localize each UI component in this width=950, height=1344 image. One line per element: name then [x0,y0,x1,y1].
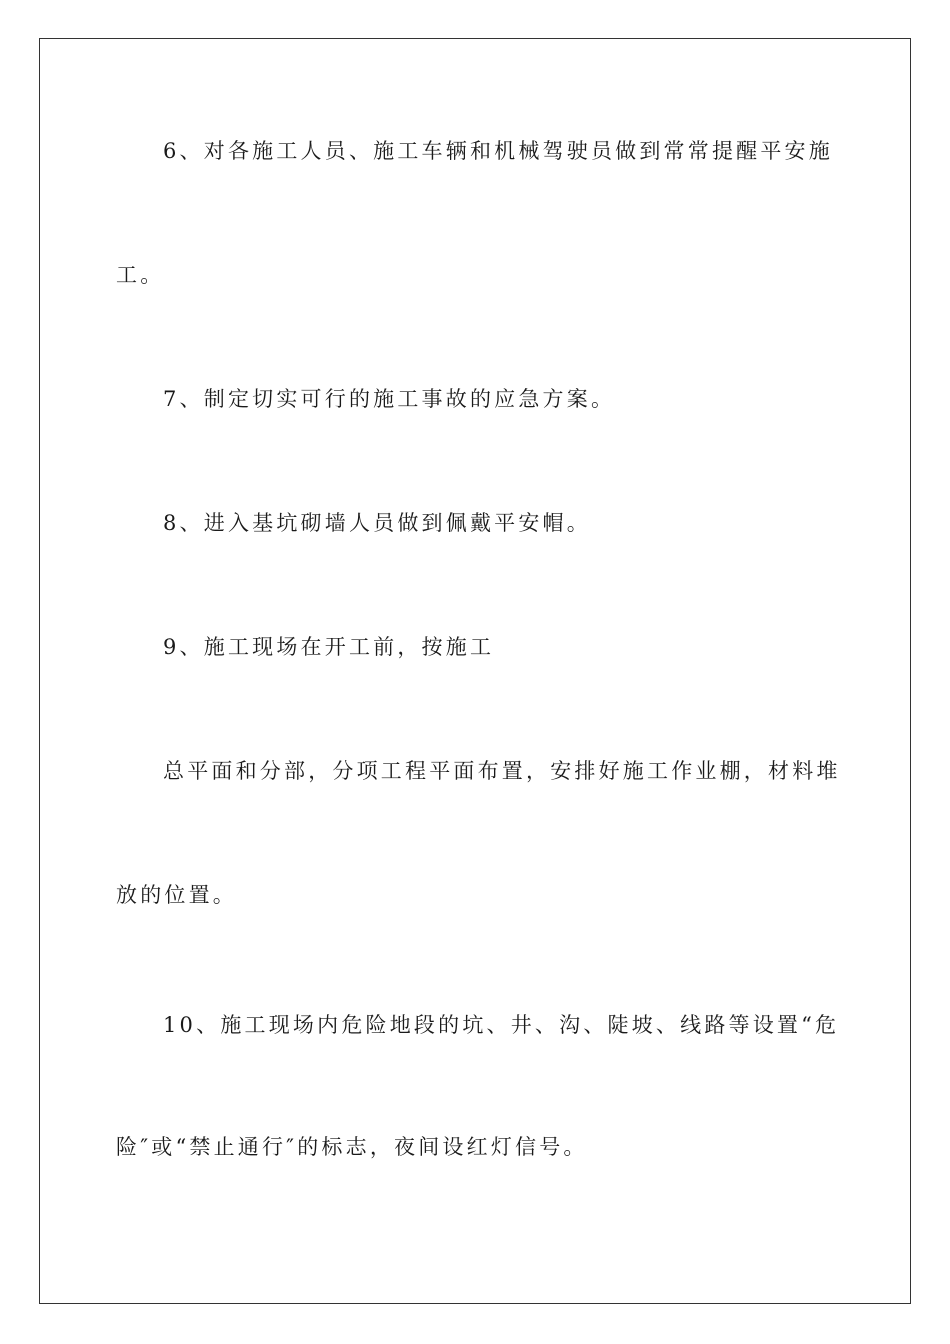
paragraph-6-line-1: 6、对各施工人员、施工车辆和机械驾驶员做到常常提醒平安施 [163,139,833,163]
page-border [39,38,911,1304]
paragraph-10-line-1: 10、施工现场内危险地段的坑、井、沟、陡坡、线路等设置“危 [163,1013,840,1037]
paragraph-10-line-2: 险″或“禁止通行″的标志，夜间设红灯信号。 [116,1135,588,1159]
paragraph-7: 7、制定切实可行的施工事故的应急方案。 [163,387,616,411]
paragraph-9-line-1: 9、施工现场在开工前，按施工 [163,635,495,659]
paragraph-6-line-2: 工。 [116,263,165,287]
paragraph-9-line-3: 放的位置。 [116,883,237,907]
paragraph-9-line-2: 总平面和分部，分项工程平面布置，安排好施工作业棚，材料堆 [163,759,841,783]
paragraph-8: 8、进入基坑砌墙人员做到佩戴平安帽。 [163,511,591,535]
